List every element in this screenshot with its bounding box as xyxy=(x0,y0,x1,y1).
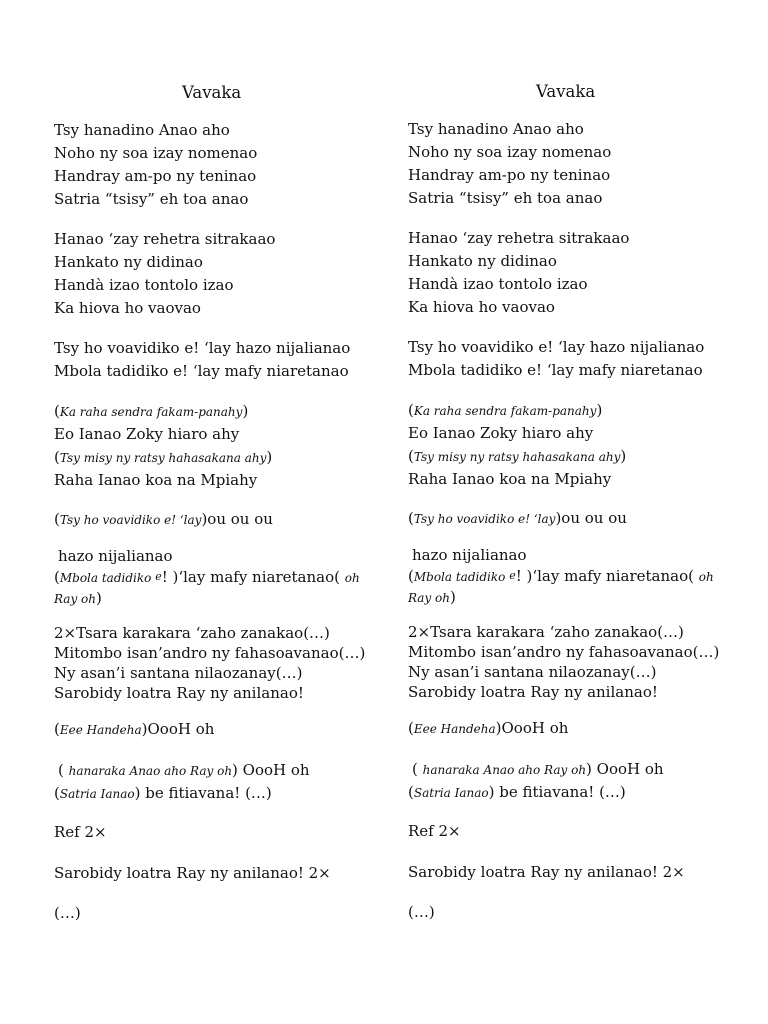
lyric-line-v2l3 xyxy=(54,276,234,294)
lyric-line-v3l1 xyxy=(408,338,704,356)
lyric-text: ( xyxy=(408,447,414,465)
lyric-line-v4l1 xyxy=(408,401,602,420)
lyric-line-v6l1 xyxy=(412,546,527,564)
lyric-text: ( xyxy=(408,401,414,419)
lyric-aside: oh xyxy=(698,570,714,584)
lyric-text: Tsy ho voavidiko e! ‘lay hazo nijalianao xyxy=(408,338,705,356)
lyric-text: ( xyxy=(54,510,60,528)
lyric-text: ( xyxy=(54,784,60,802)
lyric-line-v1l4 xyxy=(54,190,248,208)
lyric-text: Ref 2× xyxy=(408,822,461,840)
lyric-line-v6l3 xyxy=(408,588,456,607)
lyric-line-v1l2 xyxy=(408,143,611,161)
lyric-text: ) xyxy=(96,589,102,607)
lyric-text: ) be fitiavana! (…) xyxy=(134,784,272,802)
lyric-text: hazo nijalianao xyxy=(412,546,527,564)
lyric-text: ( xyxy=(54,568,60,586)
lyric-text: ) xyxy=(242,402,249,420)
lyric-text: Sarobidy loatra Ray ny anilanao! xyxy=(408,683,658,701)
lyric-line-v1l3 xyxy=(54,167,256,185)
lyric-line-v2l4 xyxy=(54,299,201,317)
lyric-line-v1l1 xyxy=(408,120,584,138)
lyric-line-v9l1 xyxy=(58,761,310,780)
lyric-line-v7l2 xyxy=(408,643,719,661)
lyric-aside: Eee Handeha xyxy=(59,723,142,737)
lyric-line-v10l1 xyxy=(408,822,461,840)
lyric-text: Ka hiova ho vaovao xyxy=(54,299,201,317)
lyric-text: )OooH oh xyxy=(141,720,215,738)
lyric-line-v12l1 xyxy=(54,904,81,922)
lyric-text: Tsy hanadino Anao aho xyxy=(54,121,230,139)
lyric-line-v7l3 xyxy=(408,663,656,681)
lyric-line-v1l4 xyxy=(408,189,602,207)
lyric-line-v6l2 xyxy=(408,567,714,586)
lyric-text: Ref 2× xyxy=(54,823,107,841)
lyric-line-v4l3 xyxy=(408,447,626,466)
lyric-text: ) xyxy=(266,448,273,466)
lyric-line-v8l1 xyxy=(54,720,214,739)
lyric-text: Tsy hanadino Anao aho xyxy=(408,120,584,138)
lyric-text: Sarobidy loatra Ray ny anilanao! 2× xyxy=(408,863,685,881)
lyric-line-v9l2 xyxy=(54,784,272,803)
lyric-line-v1l2 xyxy=(54,144,257,162)
lyric-line-v10l1 xyxy=(54,823,107,841)
lyric-aside: oh xyxy=(344,571,360,585)
lyric-line-v2l2 xyxy=(408,252,557,270)
lyric-aside: Ray oh xyxy=(408,591,451,605)
lyric-text: Handray am-po ny teninao xyxy=(54,167,257,185)
lyric-text: ( xyxy=(54,402,60,420)
lyric-aside: Tsy misy ny ratsy hahasakana ahy xyxy=(59,451,267,465)
lyric-text: )ou ou ou xyxy=(201,510,273,528)
lyric-line-v9l1 xyxy=(412,760,664,779)
lyric-line-v2l1 xyxy=(54,230,275,248)
lyric-text: Handà izao tontolo izao xyxy=(54,276,234,294)
lyric-text: Hanao ‘zay rehetra sitrakaao xyxy=(54,230,276,248)
lyric-line-v9l2 xyxy=(408,783,626,802)
lyric-aside: Satria Ianao xyxy=(413,786,489,800)
lyric-aside: Mbola tadidiko xyxy=(413,570,510,584)
lyric-line-v5l1 xyxy=(408,509,627,528)
lyric-text: Noho ny soa izay nomenao xyxy=(408,143,612,161)
lyric-text: Hankato ny didinao xyxy=(54,253,203,271)
lyric-line-v4l1 xyxy=(54,402,248,421)
lyric-line-v7l3 xyxy=(54,664,302,682)
lyric-line-v4l2 xyxy=(54,425,239,443)
lyric-text: ) xyxy=(620,447,627,465)
lyric-aside: Ray oh xyxy=(54,592,97,606)
lyric-line-v2l2 xyxy=(54,253,203,271)
lyric-text: Ny asan’i santana nilaozanay(…) xyxy=(54,664,303,682)
lyric-text: ( xyxy=(412,760,423,778)
lyric-text: ( xyxy=(408,509,414,527)
lyric-line-v11l1 xyxy=(54,864,331,882)
lyric-line-v12l1 xyxy=(408,903,435,921)
lyric-line-v8l1 xyxy=(408,719,568,738)
lyric-line-v7l1 xyxy=(408,623,684,641)
lyric-text: 2×Tsara karakara ‘zaho zanakao(…) xyxy=(408,623,684,641)
lyric-line-v1l1 xyxy=(54,121,230,139)
lyric-text: Hankato ny didinao xyxy=(408,252,557,270)
lyric-aside: hanaraka Anao aho Ray oh xyxy=(422,763,587,777)
lyric-aside: Mbola tadidiko xyxy=(59,571,156,585)
lyric-text: Sarobidy loatra Ray ny anilanao! 2× xyxy=(54,864,331,882)
lyric-text: Ny asan’i santana nilaozanay(…) xyxy=(408,663,657,681)
lyric-text: ( xyxy=(58,761,69,779)
lyric-line-v11l1 xyxy=(408,863,685,881)
lyric-aside: hanaraka Anao aho Ray oh xyxy=(68,764,233,778)
lyric-aside: e xyxy=(155,570,162,583)
lyric-line-v5l1 xyxy=(54,510,273,529)
lyric-text: Mitombo isan’andro ny fahasoavanao(…) xyxy=(54,644,366,662)
lyric-text: Hanao ‘zay rehetra sitrakaao xyxy=(408,229,630,247)
lyric-aside: Ka raha sendra fakam-panahy xyxy=(59,405,243,419)
lyric-line-v4l4 xyxy=(408,470,611,488)
lyric-text: Mbola tadidiko e! ‘lay mafy niaretanao xyxy=(408,361,703,379)
lyric-text: ) OooH oh xyxy=(232,761,310,779)
lyric-text: ) be fitiavana! (…) xyxy=(488,783,626,801)
lyric-text: Mbola tadidiko e! ‘lay mafy niaretanao xyxy=(54,362,349,380)
lyric-line-v2l1 xyxy=(408,229,629,247)
lyric-text: Mitombo isan’andro ny fahasoavanao(…) xyxy=(408,643,720,661)
lyric-line-v6l3 xyxy=(54,589,102,608)
lyric-text: ( xyxy=(408,783,414,801)
lyric-text: ( xyxy=(54,448,60,466)
lyric-text: ( xyxy=(408,719,414,737)
lyric-line-v1l3 xyxy=(408,166,610,184)
lyric-text: Handray am-po ny teninao xyxy=(408,166,611,184)
lyric-line-v3l1 xyxy=(54,339,350,357)
lyric-line-v7l1 xyxy=(54,624,330,642)
lyric-text: ) OooH oh xyxy=(586,760,664,778)
lyric-text: Raha Ianao koa na Mpiahy xyxy=(408,470,612,488)
lyric-text: ) xyxy=(596,401,603,419)
lyric-text: Raha Ianao koa na Mpiahy xyxy=(54,471,258,489)
lyric-aside: Eee Handeha xyxy=(413,722,496,736)
lyric-text: ( xyxy=(54,720,60,738)
lyric-aside: Tsy ho voavidiko e! ‘lay xyxy=(59,513,202,527)
lyric-text: Ka hiova ho vaovao xyxy=(408,298,555,316)
lyric-text: ) xyxy=(450,588,456,606)
lyric-text: (…) xyxy=(408,903,435,921)
lyric-aside: Tsy ho voavidiko e! ‘lay xyxy=(413,512,556,526)
lyric-line-v2l4 xyxy=(408,298,555,316)
lyric-line-v4l3 xyxy=(54,448,272,467)
lyric-line-v6l2 xyxy=(54,568,360,587)
lyric-text: )ou ou ou xyxy=(555,509,627,527)
lyric-line-v4l2 xyxy=(408,424,593,442)
lyric-line-v7l2 xyxy=(54,644,365,662)
lyric-text: Satria “tsisy” eh toa anao xyxy=(408,189,603,207)
lyric-text: ( xyxy=(408,567,414,585)
column-title: Vavaka xyxy=(536,82,596,101)
lyric-text: ! )‘lay mafy niaretanao( xyxy=(161,568,345,586)
lyric-text: ! )‘lay mafy niaretanao( xyxy=(515,567,699,585)
lyric-line-v7l4 xyxy=(408,683,658,701)
lyric-text: 2×Tsara karakara ‘zaho zanakao(…) xyxy=(54,624,330,642)
lyric-text: hazo nijalianao xyxy=(58,547,173,565)
lyric-line-v3l2 xyxy=(54,362,349,380)
lyric-line-v2l3 xyxy=(408,275,588,293)
lyric-text: Handà izao tontolo izao xyxy=(408,275,588,293)
column-title: Vavaka xyxy=(182,83,242,102)
lyric-text: )OooH oh xyxy=(495,719,569,737)
lyric-text: Eo Ianao Zoky hiaro ahy xyxy=(408,424,594,442)
lyric-line-v7l4 xyxy=(54,684,304,702)
lyric-aside: Satria Ianao xyxy=(59,787,135,801)
lyric-line-v3l2 xyxy=(408,361,703,379)
lyric-line-v6l1 xyxy=(58,547,173,565)
lyric-text: Sarobidy loatra Ray ny anilanao! xyxy=(54,684,304,702)
lyric-aside: Ka raha sendra fakam-panahy xyxy=(413,404,597,418)
lyric-text: Noho ny soa izay nomenao xyxy=(54,144,258,162)
lyric-aside: Tsy misy ny ratsy hahasakana ahy xyxy=(413,450,621,464)
lyric-line-v4l4 xyxy=(54,471,257,489)
lyric-text: Eo Ianao Zoky hiaro ahy xyxy=(54,425,240,443)
lyric-text: Satria “tsisy” eh toa anao xyxy=(54,190,249,208)
lyric-text: Tsy ho voavidiko e! ‘lay hazo nijalianao xyxy=(54,339,351,357)
lyric-text: (…) xyxy=(54,904,81,922)
lyric-aside: e xyxy=(509,569,516,582)
